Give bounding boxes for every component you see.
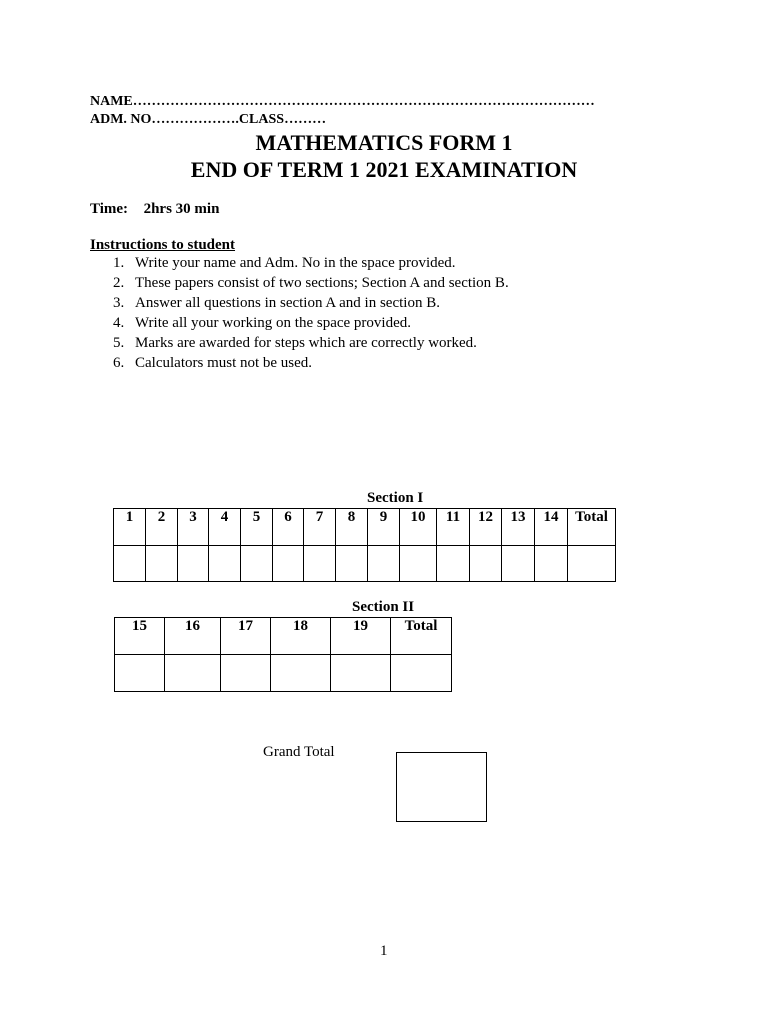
- marks-entry-cell: [241, 546, 273, 582]
- marks-entry-cell: [304, 546, 336, 582]
- marks-header-cell: 12: [470, 509, 502, 546]
- instruction-number: 2.: [113, 275, 125, 291]
- instruction-number: 5.: [113, 335, 125, 351]
- marks-header-cell: 4: [209, 509, 241, 546]
- instruction-text: Answer all questions in section A and in section B.: [135, 295, 440, 311]
- instruction-text: These papers consist of two sections; Section A and section B.: [135, 275, 509, 291]
- marks-header-cell: 16: [165, 618, 221, 655]
- exam-title-subject: MATHEMATICS FORM 1: [255, 130, 513, 155]
- instruction-number: 6.: [113, 355, 125, 371]
- marks-header-cell: 10: [400, 509, 437, 546]
- marks-entry-cell: [273, 546, 304, 582]
- instruction-number: 1.: [113, 255, 125, 271]
- marks-entry-cell: [114, 546, 146, 582]
- time-value: 2hrs 30 min: [143, 201, 220, 217]
- marks-header-cell: 14: [535, 509, 568, 546]
- grand-total-box: [396, 752, 487, 822]
- marks-entry-cell: [391, 655, 452, 692]
- marks-header-cell: 6: [273, 509, 304, 546]
- instructions-list: [113, 255, 509, 375]
- marks-entry-cell: [502, 546, 535, 582]
- marks-header-cell: 3: [178, 509, 209, 546]
- name-field-line: NAME………………………………………………………………………………………: [90, 94, 595, 109]
- adm-class-field-line: ADM. NO……………….CLASS………: [90, 112, 327, 127]
- instruction-item: [113, 275, 509, 295]
- instruction-number: 3.: [113, 295, 125, 311]
- marks-entry-cell: [209, 546, 241, 582]
- time-allowed: [90, 201, 219, 218]
- marks-header-cell: 19: [331, 618, 391, 655]
- instruction-number: 4.: [113, 315, 125, 331]
- marks-header-cell: 8: [336, 509, 368, 546]
- marks-entry-cell: [437, 546, 470, 582]
- marks-header-cell: 11: [437, 509, 470, 546]
- instruction-text: Marks are awarded for steps which are correctly worked.: [135, 335, 477, 351]
- marks-header-cell: 13: [502, 509, 535, 546]
- instruction-item: [113, 295, 509, 315]
- marks-entry-cell: [178, 546, 209, 582]
- instruction-item: [113, 355, 509, 375]
- instruction-item: [113, 315, 509, 335]
- marks-entry-cell: [165, 655, 221, 692]
- marks-entry-cell: [470, 546, 502, 582]
- instruction-item: [113, 335, 509, 355]
- section-2-caption: Section II: [352, 599, 415, 615]
- marks-entry-cell: [115, 655, 165, 692]
- time-label: Time:: [90, 201, 129, 217]
- marks-entry-cell: [146, 546, 178, 582]
- instruction-item: [113, 255, 509, 275]
- marks-entry-cell: [535, 546, 568, 582]
- marks-header-cell: 2: [146, 509, 178, 546]
- instruction-text: Calculators must not be used.: [135, 355, 313, 371]
- marks-entry-cell: [221, 655, 271, 692]
- marks-header-cell: Total: [568, 509, 616, 546]
- marks-header-cell: Total: [391, 618, 452, 655]
- grand-total-label: Grand Total: [263, 744, 335, 760]
- section-1-marks-table: [113, 508, 616, 582]
- instructions-heading: Instructions to student: [90, 237, 236, 253]
- section-1-caption: Section I: [367, 490, 424, 506]
- exam-title-term: END OF TERM 1 2021 EXAMINATION: [190, 157, 578, 182]
- page-number: 1: [380, 943, 388, 959]
- marks-header-cell: 18: [271, 618, 331, 655]
- marks-entry-cell: [336, 546, 368, 582]
- marks-entry-cell: [400, 546, 437, 582]
- marks-entry-cell: [568, 546, 616, 582]
- marks-entry-cell: [368, 546, 400, 582]
- marks-header-cell: 9: [368, 509, 400, 546]
- marks-header-cell: 7: [304, 509, 336, 546]
- marks-entry-cell: [331, 655, 391, 692]
- marks-header-cell: 1: [114, 509, 146, 546]
- marks-header-cell: 5: [241, 509, 273, 546]
- instruction-text: Write all your working on the space provided.: [135, 315, 411, 331]
- marks-header-cell: 17: [221, 618, 271, 655]
- marks-header-cell: 15: [115, 618, 165, 655]
- section-2-marks-table: [114, 617, 452, 692]
- instruction-text: Write your name and Adm. No in the space provided.: [135, 255, 456, 271]
- marks-entry-cell: [271, 655, 331, 692]
